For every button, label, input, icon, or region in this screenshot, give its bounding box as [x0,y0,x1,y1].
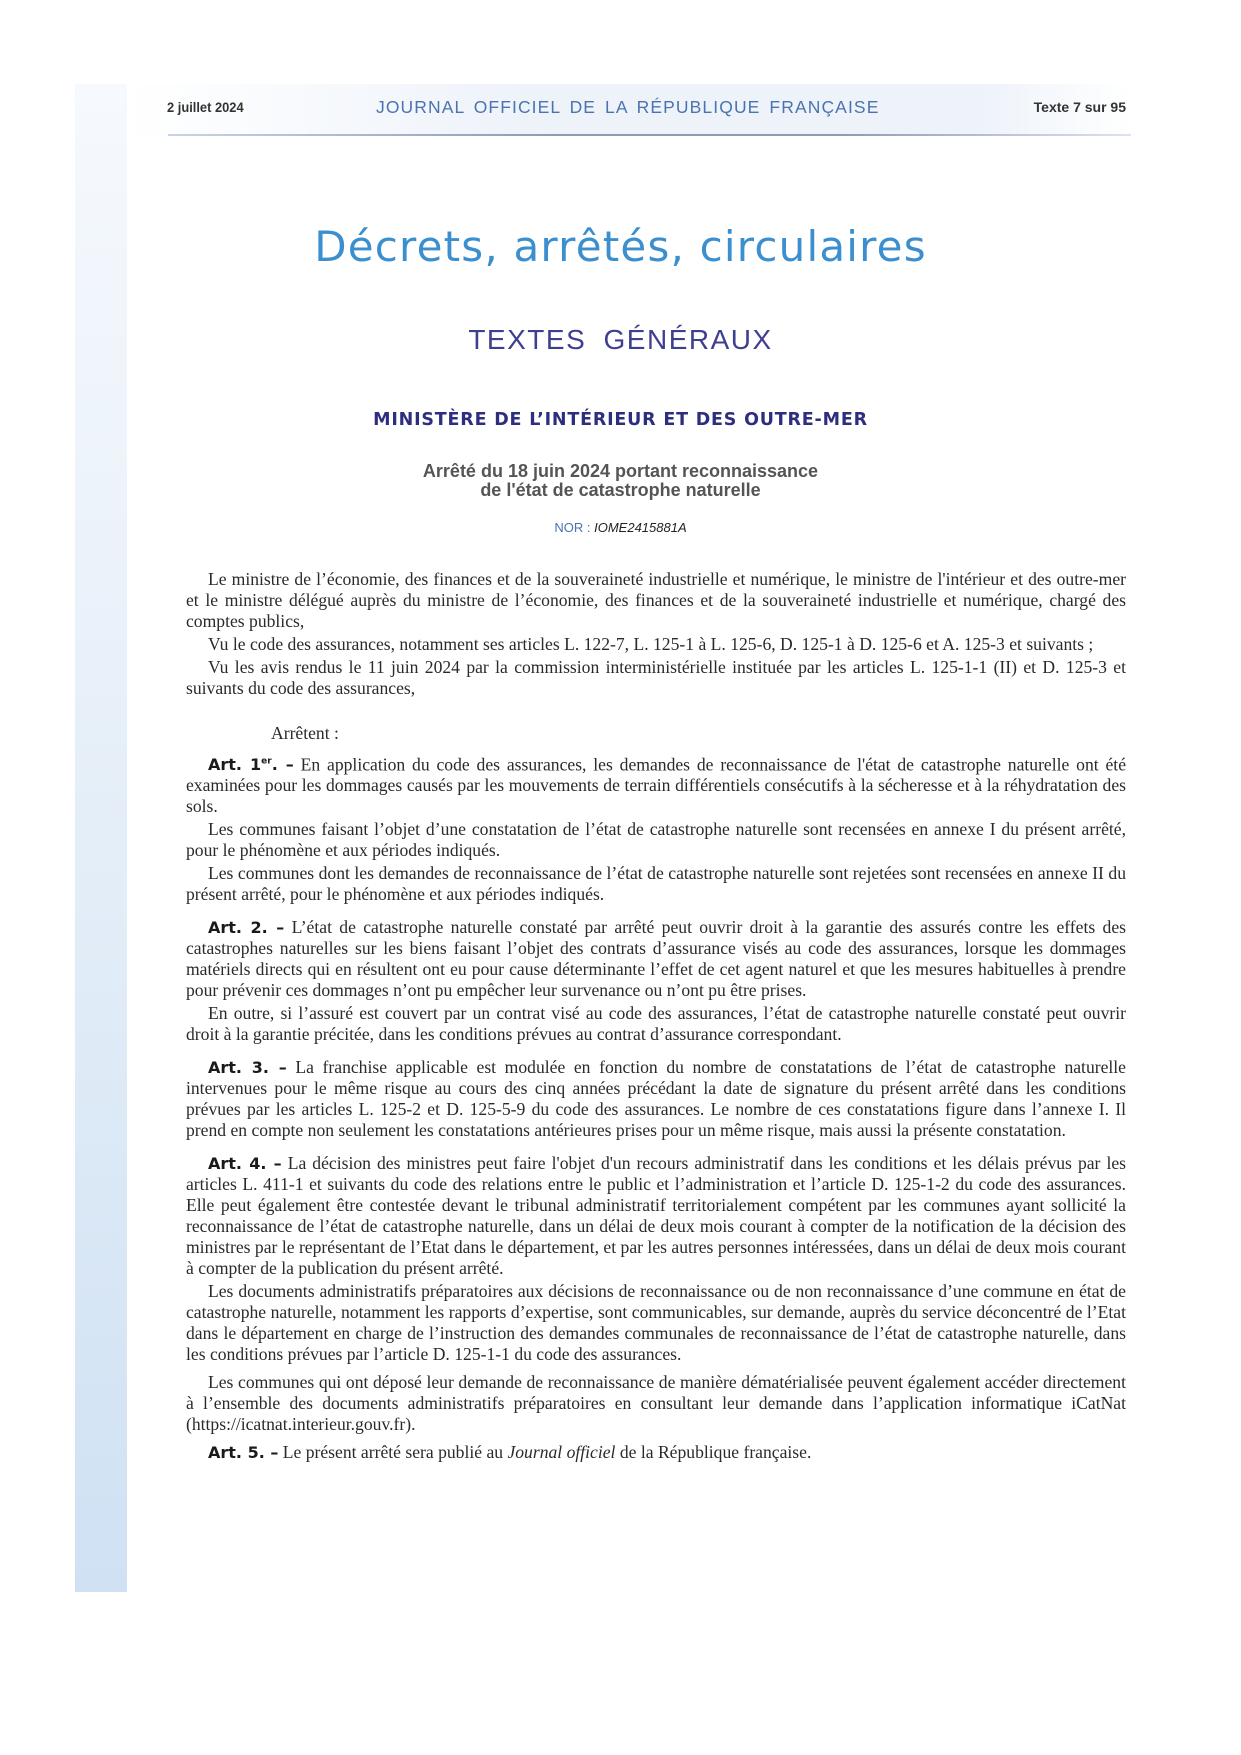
preamble-vu-code: Vu le code des assurances, notamment ses articles L. 122-7, L. 125-1 à L. 125-6, D. 125-1 à D. 125-6 et A. 125-3 et suivants ; [208,634,1094,654]
article-1-paragraph: Les communes dont les demandes de reconnaissance de l’état de catastrophe naturelle sont rejetées sont recensées en annexe II du présent arrêté, pour le phénomène et aux périodes indiqués. [186,863,1126,905]
header-date: 2 juillet 2024 [167,99,244,115]
article-4-paragraph: Les communes qui ont déposé leur demande de reconnaissance de manière dématérialisée peuvent également accéder directement à l’ensemble des documents administratifs préparatoires en consultant leur demande dans l’application informatique iCatNat (https://icatnat.interieur.gouv.fr). [186,1372,1126,1435]
article-5-text-before: Le présent arrêté sera publié au [278,1442,508,1463]
arrete-title-line-2: de l'état de catastrophe naturelle [480,480,761,500]
article-2-paragraph: En outre, si l’assuré est couvert par un contrat visé au code des assurances, l’état de catastrophe naturelle constaté peut ouvrir droit à la garantie précitée, dans les conditions prévues au contrat d’assurance correspondant. [186,1003,1126,1045]
article-5 [186,1442,1126,1463]
article-2-label: Art. 2. – [208,918,285,938]
article-1-superscript: er [261,757,272,767]
document-body [186,569,1126,1470]
article-1 [186,752,1126,817]
article-3-label: Art. 3. – [208,1058,287,1078]
header-text-number: Texte 7 sur 95 [1033,99,1126,115]
article-4 [186,1153,1126,1279]
nor-label: NOR : [554,520,595,535]
article-2-text: L’état de catastrophe naturelle constaté par arrêté peut ouvrir droit à la garantie des assurés contre les effets des catastrophes naturelles sur les biens faisant l’objet des contrats d’assurance visés au code des assurances, lorsque les dommages matériels directs qui en résultent ont eu pour cause déterminante l’effet de cet agent naturel et que les mesures habituelles à prendre pour prévenir ces dommages n’ont pu empêcher leur survenance ou n’ont pu être prises. [186,917,1126,1001]
preamble-vu-avis: Vu les avis rendus le 11 juin 2024 par la commission interministérielle instituée par les articles L. 125-1-1 (II) et D. 125-3 et suivants du code des assurances, [186,657,1126,698]
arretent-heading: Arrêtent : [271,723,339,743]
header-divider [168,134,1131,136]
article-1-paragraph: Les communes faisant l’objet d’une constatation de l’état de catastrophe naturelle sont recensées en annexe I du présent arrêté, pour le phénomène et aux périodes indiqués. [186,819,1126,861]
article-2 [186,917,1126,1001]
preamble-ministers: Le ministre de l’économie, des finances et de la souveraineté industrielle et numérique, le ministre de l'intérieur et des outre-mer et le ministre délégué auprès du ministre de l’économie, des finances et de la souveraineté industrielle et numérique, chargé des comptes publics, [186,569,1126,631]
ministry-heading: MINISTÈRE DE L’INTÉRIEUR ET DES OUTRE-MER [373,410,868,430]
section-subtitle: TEXTES GÉNÉRAUX [468,324,773,355]
header-journal-title: JOURNAL OFFICIEL DE LA RÉPUBLIQUE FRANÇAISE [376,97,880,117]
article-4-text: La décision des ministres peut faire l'objet d'un recours administratif dans les conditions et les délais prévus par les articles L. 411-1 et suivants du code des relations entre le public et l’administration et l’article D. 125-1-2 du code des assurances. Elle peut également être contestée devant le tribunal administratif territorialement compétent par les communes ayant sollicité la reconnaissance de l’état de catastrophe naturelle, dans un délai de deux mois courant à compter de la notification de la décision des ministres par le représentant de l’Etat dans le département, et par les autres personnes intéressées, dans un délai de deux mois courant à compter de la publication du présent arrêté. [186,1153,1126,1279]
article-5-label: Art. 5. – [208,1443,279,1463]
page-side-strip [75,84,127,1592]
article-1-label [208,755,294,774]
article-5-text-after: de la République française. [615,1442,812,1463]
arrete-title-line-1: Arrêté du 18 juin 2024 portant reconnaissance [422,461,819,481]
article-1-number: Art. 1 [208,755,262,775]
nor-code: IOME2415881A [594,520,687,535]
article-1-dash: . – [271,755,294,775]
nor-reference [0,520,1241,535]
article-1-text: En application du code des assurances, les demandes de reconnaissance de l'état de catastrophe naturelle ont été examinées pour les dommages causés par les mouvements de terrain différentiels consécutifs à la sécheresse et à la réhydratation des sols. [186,754,1126,817]
article-3 [186,1057,1126,1141]
article-4-paragraph: Les documents administratifs préparatoires aux décisions de reconnaissance ou de non reconnaissance d’une commune en état de catastrophe naturelle, notamment les rapports d’expertise, sont communicables, sur demande, auprès du service déconcentré de l’Etat dans le département en charge de l’instruction des demandes communales de reconnaissance de l’état de catastrophe naturelle, dans les conditions prévues par l’article D. 125-1-1 du code des assurances. [186,1281,1126,1365]
article-3-text: La franchise applicable est modulée en fonction du nombre de constatations de l’état de catastrophe naturelle intervenues pour le même risque au cours des cinq années précédant la date de signature du présent arrêté dans les conditions prévues par les articles L. 125-2 et D. 125-5-9 du code des assurances. Le nombre de ces constatations figure dans l’annexe I. Il prend en compte non seulement les constatations antérieures prises pour un même risque, mais aussi la présente constatation. [186,1057,1126,1141]
section-title: Décrets, arrêtés, circulaires [314,222,927,271]
article-4-label: Art. 4. – [208,1154,282,1174]
arrete-title [0,462,1241,500]
article-5-journal-italic: Journal officiel [507,1442,616,1463]
